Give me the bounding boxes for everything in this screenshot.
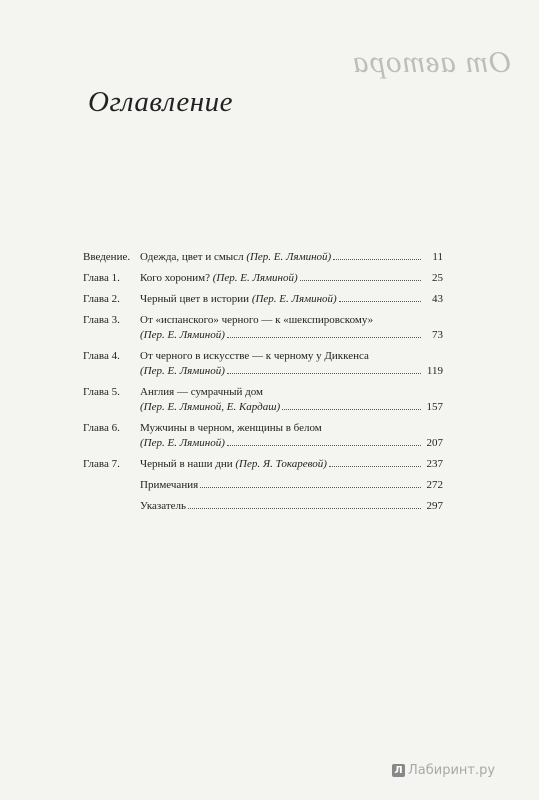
toc-entry [83, 271, 443, 286]
translator-note: (Пер. Е. Ляминой) [212, 272, 298, 284]
translator-note: (Пер. Е. Ляминой) [251, 293, 337, 305]
chapter-title: Черный цвет в истории [140, 293, 250, 305]
toc-entry [83, 457, 443, 472]
translator-note: (Пер. Е. Ляминой) [140, 329, 225, 341]
chapter-label: Глава 3. [83, 314, 120, 326]
translator-note: (Пер. Е. Ляминой) [140, 437, 225, 449]
page-number: 207 [426, 437, 443, 449]
translator-note: (Пер. Я. Токаревой) [235, 458, 327, 470]
page-number: 297 [426, 500, 443, 512]
chapter-title: От «испанского» черного — к «шекспировскому» [140, 314, 374, 326]
dot-leader [227, 445, 421, 446]
chapter-label: Глава 1. [83, 272, 120, 284]
chapter-label: Глава 5. [83, 386, 120, 398]
dot-leader [300, 280, 421, 281]
chapter-label: Глава 4. [83, 350, 120, 362]
chapter-title: Черный в наши дни [140, 458, 233, 470]
chapter-title: Примечания [140, 479, 199, 491]
bleed-through-title: От автора [351, 44, 511, 79]
page-number: 25 [432, 272, 443, 284]
page-number: 272 [426, 479, 443, 491]
dot-leader [188, 508, 421, 509]
dot-leader [227, 373, 421, 374]
dot-leader [339, 301, 421, 302]
toc-entry [83, 349, 443, 379]
toc-entry [83, 421, 443, 451]
dot-leader [227, 337, 421, 338]
toc-entry [83, 292, 443, 307]
page-number: 11 [432, 251, 443, 263]
chapter-title: От черного в искусстве — к черному у Диккенса [140, 350, 369, 362]
chapter-label: Глава 6. [83, 422, 120, 434]
labirint-logo-icon: Л [392, 764, 405, 777]
table-of-contents [83, 250, 443, 520]
toc-entry [83, 478, 443, 493]
watermark-text: Лабиринт.ру [408, 763, 496, 778]
toc-entry [83, 499, 443, 514]
page-title: Оглавление [88, 86, 233, 118]
toc-entry [83, 313, 443, 343]
toc-entry [83, 385, 443, 415]
chapter-title: Одежда, цвет и смысл [140, 251, 244, 263]
chapter-label: Введение. [83, 251, 131, 263]
dot-leader [329, 466, 421, 467]
dot-leader [200, 487, 421, 488]
chapter-label: Глава 7. [83, 458, 120, 470]
chapter-title: Кого хороним? [140, 272, 210, 284]
page-number: 157 [426, 401, 443, 413]
page-number: 43 [432, 293, 443, 305]
toc-entry [83, 250, 443, 265]
chapter-title: Англия — сумрачный дом [140, 386, 264, 398]
watermark-logo [392, 763, 495, 778]
chapter-label: Глава 2. [83, 293, 120, 305]
chapter-title: Указатель [140, 500, 187, 512]
chapter-title: Мужчины в черном, женщины в белом [140, 422, 322, 434]
dot-leader [282, 409, 421, 410]
translator-note: (Пер. Е. Ляминой, Е. Кардаш) [140, 401, 281, 413]
page-number: 73 [432, 329, 443, 341]
dot-leader [333, 259, 421, 260]
page-number: 237 [426, 458, 443, 470]
page-number: 119 [426, 365, 443, 377]
translator-note: (Пер. Е. Ляминой) [246, 251, 332, 263]
translator-note: (Пер. Е. Ляминой) [140, 365, 225, 377]
